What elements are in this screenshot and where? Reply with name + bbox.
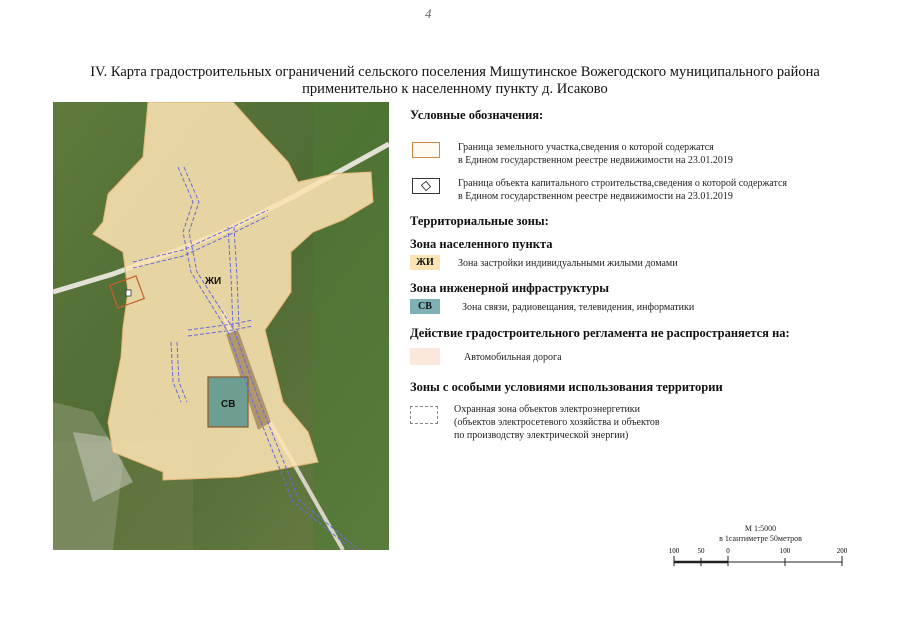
title-line-2: применительно к населенному пункту д. Исаково	[302, 81, 608, 97]
nonreg-heading: Действие градостроительного регламента не распространяется на:	[410, 326, 790, 340]
building-icon	[413, 179, 439, 193]
field-east	[313, 102, 389, 550]
scale-tick-label: 0	[726, 547, 730, 555]
scale-tick-label: 100	[668, 547, 680, 555]
title-line-1: IV. Карта градостроительных ограничений сельского поселения Мишутинское Вожегодского муниципального района	[90, 64, 820, 80]
guard-text-line-3: по производству электрической энергии)	[454, 430, 629, 441]
infra-heading: Зона инженерной инфраструктуры	[410, 281, 610, 295]
page-number: 4	[425, 6, 432, 21]
parcel-text-line-2: в Едином государственном реестре недвижимости на 23.01.2019	[458, 155, 733, 166]
guard-text-line-1: Охранная зона объектов электроэнергетики	[454, 404, 641, 415]
sv-text: Зона связи, радиовещания, телевидения, информатики	[462, 302, 695, 313]
building-boundary-swatch	[412, 178, 440, 194]
guard-zone-swatch	[410, 406, 438, 424]
parcel-text-line-1: Граница земельного участка,сведения о которой содержатся	[458, 142, 714, 153]
scale-note: в 1сантиметре 50метров	[719, 534, 802, 543]
parcel-legend-text	[458, 141, 733, 167]
settlement-heading: Зона населенного пункта	[410, 237, 553, 251]
guard-text-line-2: (объектов электросетевого хозяйства и объектов	[454, 417, 660, 428]
scale-tick-label: 200	[836, 547, 848, 555]
zhi-text: Зона застройки индивидуальными жилыми домами	[458, 258, 678, 269]
scale-ratio: М 1:5000	[744, 524, 777, 533]
special-heading: Зоны с особыми условиями использования территории	[410, 380, 723, 394]
map-image	[53, 102, 389, 550]
guard-zone-text	[454, 403, 660, 442]
scale-tick-label: 50	[697, 547, 705, 555]
zone-zhi-label: ЖИ	[205, 276, 222, 287]
road-swatch	[410, 348, 440, 365]
map-title	[40, 64, 870, 98]
building-text-line-2: в Едином государственном реестре недвижимости на 23.01.2019	[458, 191, 733, 202]
scale-ruler	[668, 544, 853, 582]
building-text-line-1: Граница объекта капитального строительства,сведения о которой содержатся	[458, 178, 787, 189]
territorial-heading: Территориальные зоны:	[410, 214, 549, 228]
zhi-swatch: ЖИ	[410, 255, 440, 270]
sv-swatch: СВ	[410, 299, 440, 314]
building-legend-text	[458, 177, 787, 203]
parcel-boundary-swatch	[412, 142, 440, 158]
zone-sv-label: СВ	[221, 399, 236, 410]
road-text: Автомобильная дорога	[464, 352, 562, 363]
legend-heading: Условные обозначения:	[410, 108, 544, 122]
building-marker	[126, 290, 131, 296]
scale-tick-label: 100	[779, 547, 791, 555]
